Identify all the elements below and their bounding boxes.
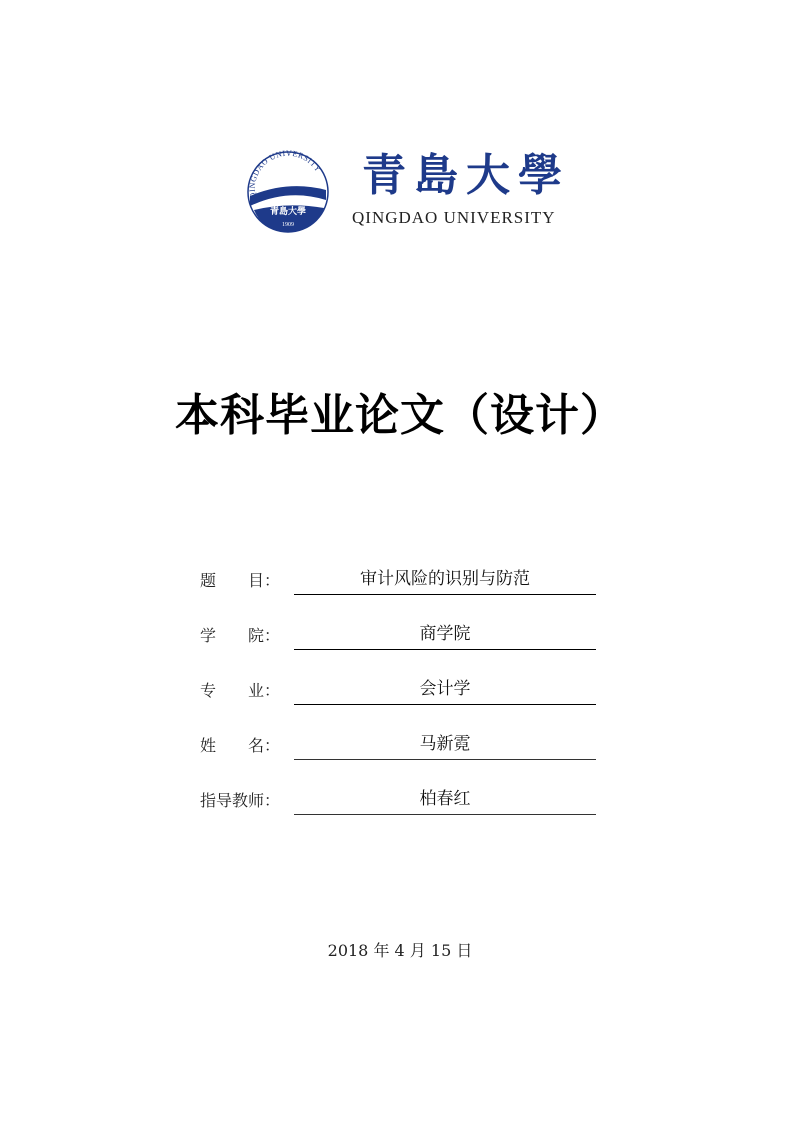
field-college-label: 学 院： bbox=[200, 626, 281, 645]
university-name-en: QINGDAO UNIVERSITY bbox=[352, 208, 556, 227]
field-name-label: 姓 名： bbox=[200, 736, 281, 755]
thesis-title: 本科毕业论文（设计） bbox=[175, 390, 625, 441]
field-advisor bbox=[200, 785, 596, 815]
field-advisor-label: 指导教师： bbox=[200, 791, 281, 810]
field-major-value: 会计学 bbox=[294, 676, 596, 705]
field-topic-label: 题 目： bbox=[200, 571, 281, 590]
university-seal-icon bbox=[246, 150, 330, 234]
seal-ring-text: QINGDAO UNIVERSITY bbox=[247, 150, 323, 200]
field-name-value: 马新霓 bbox=[294, 731, 596, 760]
university-name-cn: 青島大學 bbox=[362, 150, 570, 201]
field-major bbox=[200, 675, 596, 705]
seal-center-text: 青島大學 bbox=[269, 207, 307, 217]
submission-date: 2018 年 4 月 15 日 bbox=[327, 941, 473, 960]
field-name bbox=[200, 730, 596, 760]
field-topic bbox=[200, 565, 596, 595]
seal-year: 1909 bbox=[282, 222, 294, 228]
field-advisor-value: 柏春红 bbox=[294, 786, 596, 815]
field-college-value: 商学院 bbox=[294, 621, 596, 650]
field-major-label: 专 业： bbox=[200, 681, 281, 700]
field-college bbox=[200, 620, 596, 650]
university-logo bbox=[240, 148, 580, 236]
field-topic-value: 审计风险的识别与防范 bbox=[294, 566, 596, 595]
